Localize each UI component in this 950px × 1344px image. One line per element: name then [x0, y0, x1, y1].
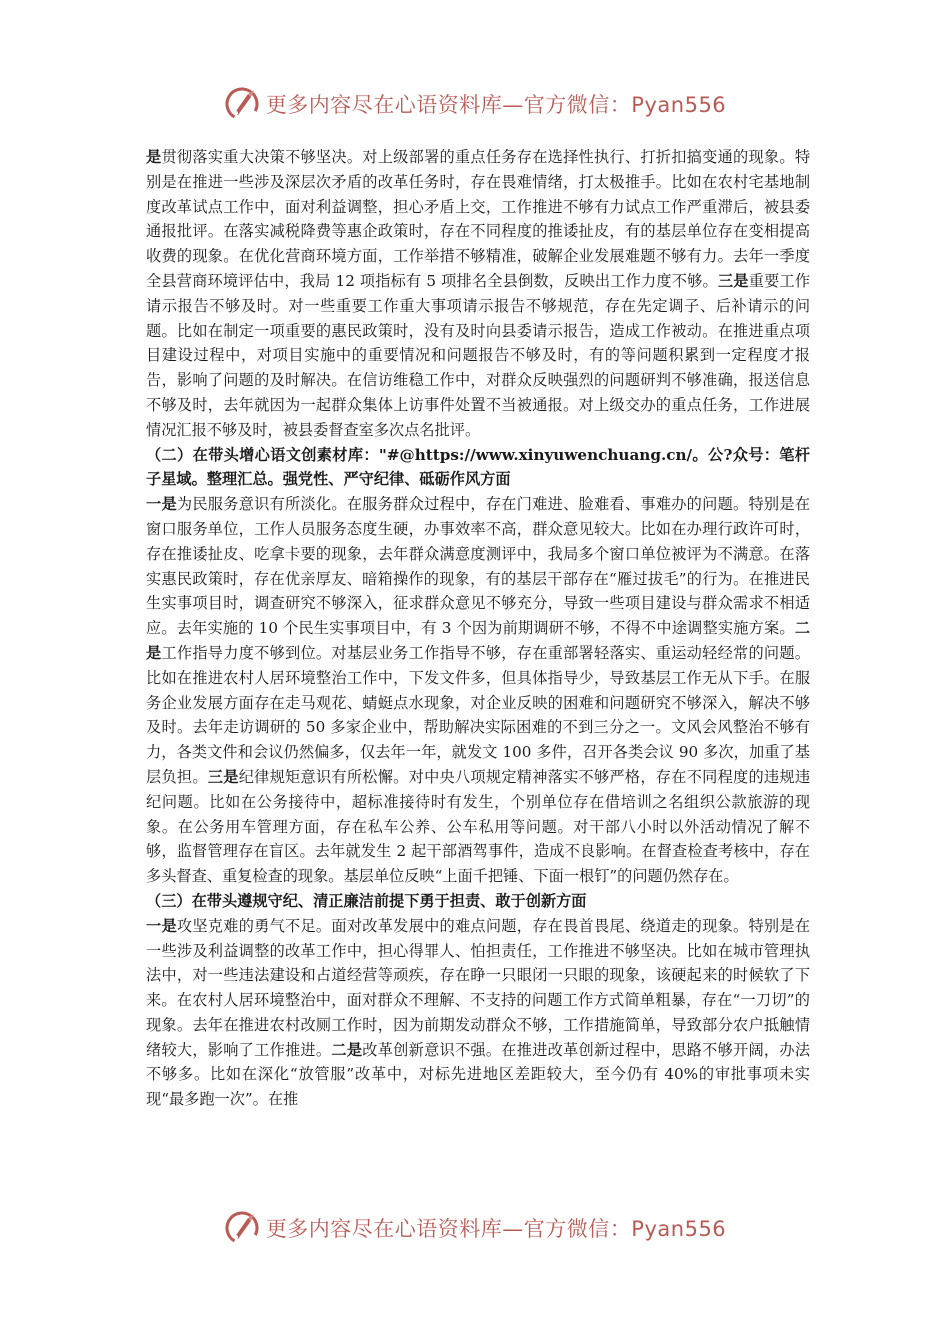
item-marker: 三是	[207, 767, 239, 786]
section-heading-3: （三）在带头遵规守纪、清正廉洁前提下勇于担责、敢于创新方面	[146, 891, 587, 910]
item-marker: 一是	[146, 916, 177, 935]
header-banner-text: 更多内容尽在心语资料库—官方微信：Pyan556	[265, 93, 727, 117]
paragraph-text: 贯彻落实重大决策不够坚决。对上级部署的重点任务存在选择性执行、打折扣搞变通的现象。特别是在推进一些涉及深层次矛盾的改革任务时，存在畏难情绪，打太极推手。比如在农村宅基地制度改革试点工作中，面对利益调整，担心矛盾上交，工作推进不够有力试点工作严重滞后，被县委通报批评。在落实减税降费等惠企政策时，存在不同程度的推诿扯皮，有的基层单位存在变相提高收费的现象。在优化营商环境方面，工作举措不够精准，破解企业发展难题不够有力。去年一季度全县营商环境评估中，我局 12 项指标有 5 项排名全县倒数，反映出工作力度不够。	[146, 148, 811, 290]
paragraph-text: 纪律规矩意识有所松懈。对中央八项规定精神落实不够严格，存在不同程度的违规违纪问题。比如在公务接待中，超标准接待时有发生，个别单位存在借培训之名组织公款旅游的现象。在公务用车管理方面，存在私车公养、公车私用等问题。对干部八小时以外活动情况了解不够，监督管理存在盲区。去年就发生 2 起干部酒驾事件，造成不良影响。在督查检查考核中，存在多头督查、重复检查的现象。基层单位反映“上面千把锤、下面一根钉”的问题仍然存在。	[146, 767, 811, 886]
paragraph-text: 为民服务意识有所淡化。在服务群众过程中，存在门难进、脸难看、事难办的问题。特别是在窗口服务单位，工作人员服务态度生硬，办事效率不高，群众意见较大。比如在办理行政许可时，存在推诿扯皮、吃拿卡要的现象，去年群众满意度测评中，我局多个窗口单位被评为不满意。在落实惠民政策时，存在优亲厚友、暗箱操作的现象，有的基层干部存在“雁过拔毛”的行为。在推进民生实事项目时，调查研究不够深入，征求群众意见不够充分，导致一些项目建设与群众需求不相适应。去年实施的 10 个民生实事项目中，有 3 个因为前期调研不够，不得不中途调整实施方案。	[146, 495, 811, 638]
item-marker: 三是	[717, 271, 749, 290]
paragraph-text: 重要工作请示报告不够及时。对一些重要工作重大事项请示报告不够规范，存在先定调子、后补请示的问题。比如在制定一项重要的惠民政策时，没有及时向县委请示报告，造成工作被动。在推进重点项目建设过程中，对项目实施中的重要情况和问题报告不够及时，有的等问题积累到一定程度才报告，影响了问题的及时解决。在信访维稳工作中，对群众反映强烈的问题研判不够准确，报送信息不够及时，去年就因为一起群众集体上访事件处置不当被通报。对上级交办的重点任务，工作进展情况汇报不够及时，被县委督查室多次点名批评。	[146, 271, 811, 439]
header-banner	[0, 84, 950, 124]
quill-logo-icon	[224, 1210, 260, 1246]
item-marker: 二是	[146, 619, 810, 662]
footer-banner-text: 更多内容尽在心语资料库—官方微信：Pyan556	[265, 1217, 727, 1241]
paragraph-text: 改革创新意识不强。在推进改革创新过程中，思路不够开阔，办法不够多。比如在深化“放管服”改革中，对标先进地区差距较大，至今仍有 40%的审批事项未实现“最多跑一次”。在推	[146, 1040, 811, 1109]
item-marker: 是	[146, 148, 162, 166]
quill-logo-icon	[224, 86, 260, 122]
item-marker: 二是	[331, 1040, 363, 1059]
paragraph-section3	[146, 914, 810, 1112]
document-body	[146, 145, 810, 1112]
section-heading-2: （二）在带头增心语文创素材库："#@https://www.xinyuwenchuang.cn/。公?众号：笔杆子星域。整理汇总。强党性、严守纪律、砥砺作风方面	[146, 445, 810, 489]
footer-banner	[0, 1208, 950, 1248]
paragraph-section2	[146, 492, 810, 889]
paragraph-text: 攻坚克难的勇气不足。面对改革发展中的难点问题，存在畏首畏尾、绕道走的现象。特别是在一些涉及利益调整的改革工作中，担心得罪人、怕担责任，工作推进不够坚决。比如在城市管理执法中，对一些违法建设和占道经营等顽疾，存在睁一只眼闭一只眼的现象，该硬起来的时候软了下来。在农村人居环境整治中，面对群众不理解、不支持的问题工作方式简单粗暴，存在“一刀切”的现象。去年在推进农村改厕工作时，因为前期发动群众不够，工作措施简单，导致部分农户抵触情绪较大，影响了工作推进。	[146, 916, 811, 1059]
paragraph-text: 工作指导力度不够到位。对基层业务工作指导不够，存在重部署轻落实、重运动轻经常的问题。比如在推进农村人居环境整治工作中，下发文件多，但具体指导少，导致基层工作无从下手。在服务企业发展方面存在走马观花、蜻蜓点水现象，对企业反映的困难和问题研究不够深入，解决不够及时。去年走访调研的 50 多家企业中，帮助解决实际困难的不到三分之一。文风会风整治不够有力，各类文件和会议仍然偏多，仅去年一年，就发文 100 多件，召开各类会议 90 多次，加重了基层负担。	[146, 643, 811, 786]
paragraph-section1	[146, 145, 810, 443]
item-marker: 一是	[146, 495, 177, 514]
